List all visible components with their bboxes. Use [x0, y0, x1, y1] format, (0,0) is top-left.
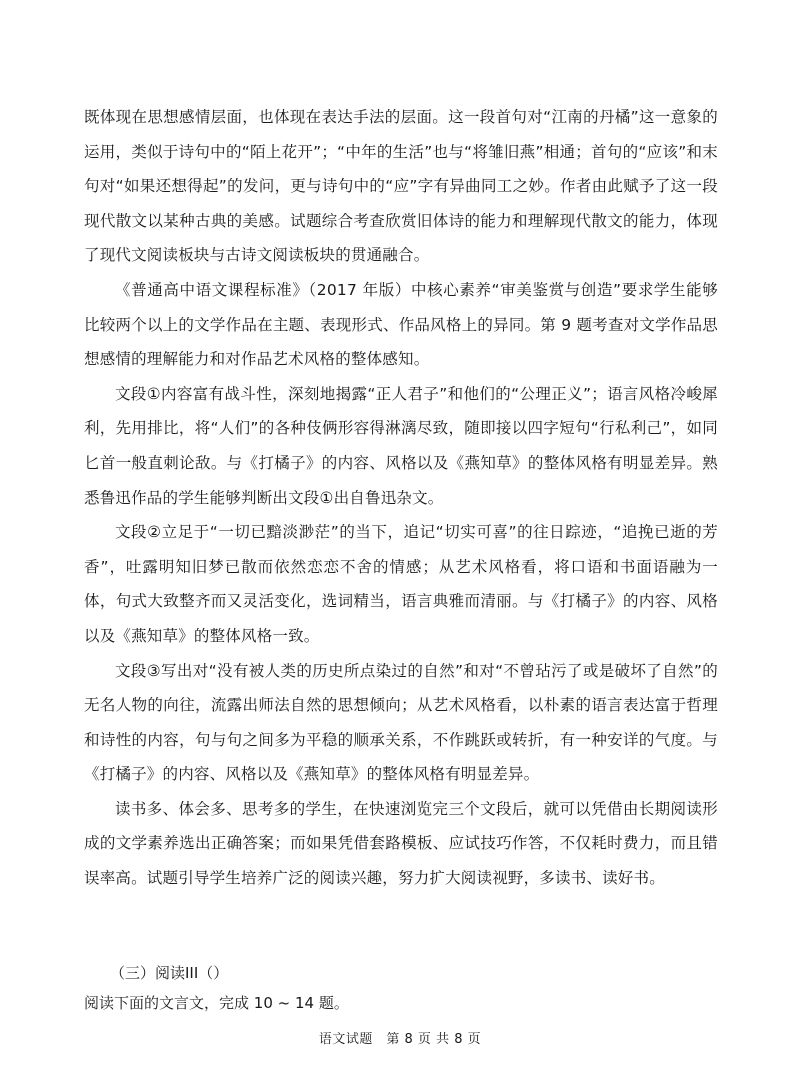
paragraph-passage-2: 文段②立足于“一切已黯淡渺茫”的当下，追记“切实可喜”的往日踪迹，“追挽已逝的芳香”，吐露明知旧梦已散而依然恋恋不舍的情感；从艺术风格看，将口语和书面语融为一体，句式大致整齐而又灵活变化，选词精当，语言典雅而清丽。与《打橘子》的内容、风格以及《燕知草》的整体风格一致。: [84, 523, 718, 645]
section-instruction: 阅读下面的文言文，完成 10 ~ 14 题。: [84, 994, 349, 1012]
commentary-text: [84, 100, 718, 896]
section-heading: （三）阅读III（）: [110, 964, 229, 982]
paragraph-continuation: 既体现在思想感情层面，也体现在表达手法的层面。这一段首句对“江南的丹橘”这一意象的运用，类似于诗句中的“陌上花开”；“中年的生活”也与“将雏旧燕”相通；首句的“应该”和末句对“如果还想得起”的发问，更与诗句中的“应”字有异曲同工之妙。作者由此赋予了这一段现代散文以某种古典的美感。试题综合考查欣赏旧体诗的能力和理解现代散文的能力，体现了现代文阅读板块与古诗文阅读板块的贯通融合。: [84, 108, 718, 265]
paragraph-passage-1: 文段①内容富有战斗性，深刻地揭露“正人君子”和他们的“公理正义”；语言风格冷峻犀利，先用排比，将“人们”的各种伎俩形容得淋漓尽致，随即接以四字短句“行私利己”，如同匕首一般直刺论敌。与《打橘子》的内容、风格以及《燕知草》的整体风格有明显差异。熟悉鲁迅作品的学生能够判断出文段①出自鲁迅杂文。: [84, 384, 718, 507]
paragraph-conclusion: 读书多、体会多、思考多的学生，在快速浏览完三个文段后，就可以凭借由长期阅读形成的文学素养选出正确答案；而如果凭借套路模板、应试技巧作答，不仅耗时费力，而且错误率高。试题引导学生培养广泛的阅读兴趣，努力扩大阅读视野，多读书、读好书。: [84, 799, 718, 888]
page-footer: 语文试题 第 8 页 共 8 页: [318, 1032, 482, 1047]
paragraph-passage-3: 文段③写出对“没有被人类的历史所点染过的自然”和对“不曾玷污了或是破坏了自然”的无名人物的向往，流露出师法自然的思想倾向；从艺术风格看，以朴素的语言表达富于哲理和诗性的内容，句与句之间多为平稳的顺承关系，不作跳跃或转折，有一种安详的气度。与《打橘子》的内容、风格以及《燕知草》的整体风格有明显差异。: [84, 661, 718, 784]
paragraph-curriculum-standard: 《普通高中语文课程标准》（2017 年版）中核心素养“审美鉴赏与创造”要求学生能够比较两个以上的文学作品在主题、表现形式、作品风格上的异同。第 9 题考查对文学作品思想感情的理解能力和对作品艺术风格的整体感知。: [84, 280, 718, 369]
